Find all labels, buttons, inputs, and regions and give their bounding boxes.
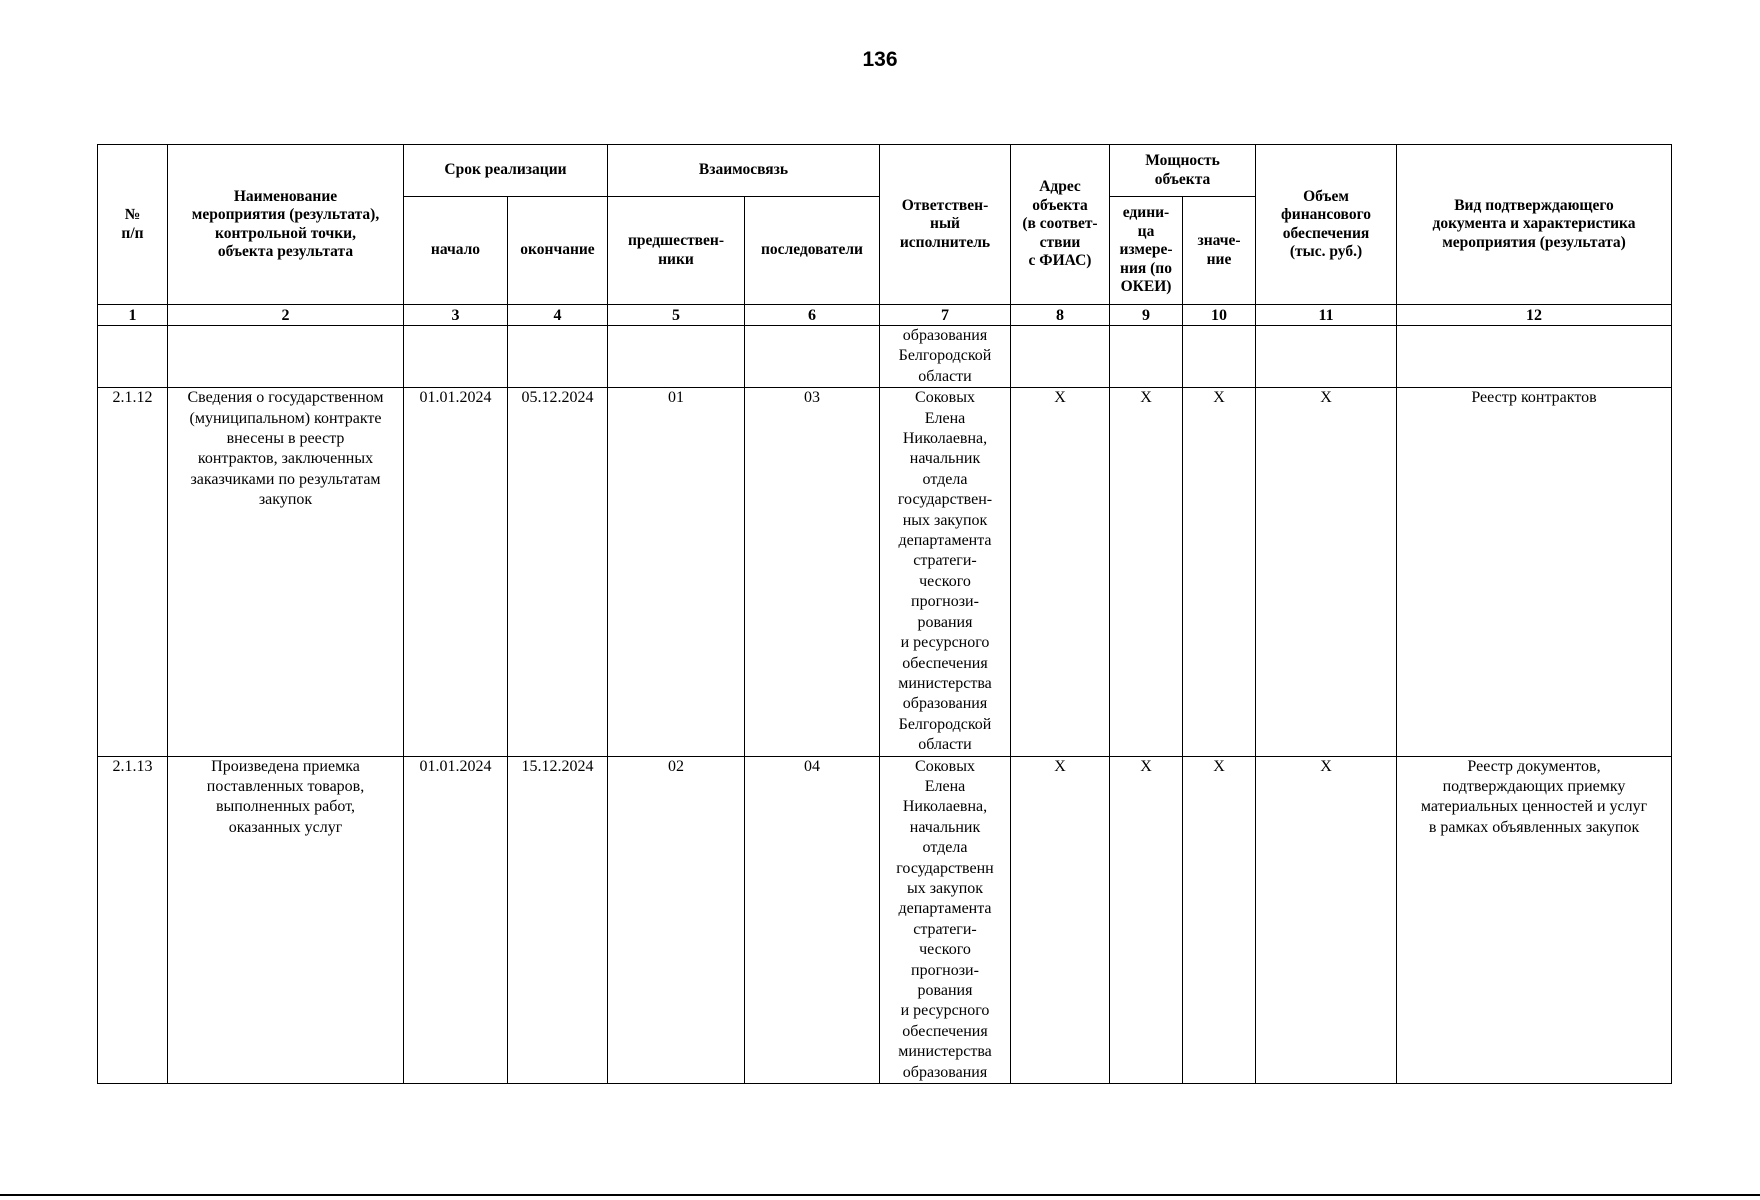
column-number: 7 <box>880 305 1011 326</box>
successors-cell: 03 <box>745 388 880 756</box>
finance-cell: X <box>1256 388 1397 756</box>
address-cell: X <box>1011 388 1110 756</box>
bottom-rule <box>0 1194 1760 1196</box>
header-doc: Вид подтверждающего документа и характеристика мероприятия (результата) <box>1397 145 1672 305</box>
unit-cell: X <box>1110 388 1183 756</box>
header-num: № п/п <box>98 145 168 305</box>
header-value: значе- ние <box>1183 197 1256 305</box>
header-end: окончание <box>508 197 608 305</box>
row-num-cell: 2.1.12 <box>98 388 168 756</box>
column-number: 12 <box>1397 305 1672 326</box>
header-group-moshch: Мощность объекта <box>1110 145 1256 197</box>
column-number: 4 <box>508 305 608 326</box>
header-address: Адрес объекта (в соответ- ствии с ФИАС) <box>1011 145 1110 305</box>
column-number: 9 <box>1110 305 1183 326</box>
table-row <box>98 388 1672 756</box>
header-name: Наименование мероприятия (результата), контрольной точки, объекта результата <box>168 145 404 305</box>
column-number: 8 <box>1011 305 1110 326</box>
value-cell: X <box>1183 756 1256 1084</box>
start-date-cell: 01.01.2024 <box>404 388 508 756</box>
value-cell: X <box>1183 388 1256 756</box>
header-group-srok: Срок реализации <box>404 145 608 197</box>
successors-cell: 04 <box>745 756 880 1084</box>
start-date-cell: 01.01.2024 <box>404 756 508 1084</box>
doc-cell: Реестр документов, подтверждающих приемку материальных ценностей и услуг в рамках объявленных закупок <box>1397 756 1672 1084</box>
column-numbers-row <box>98 305 1672 326</box>
column-number: 1 <box>98 305 168 326</box>
responsible-cell: Соковых Елена Николаевна, начальник отдела государственн ых закупок департамента стратеги- ческого прогнози- рования и ресурсного обеспечения министерства образования <box>880 756 1011 1084</box>
unit-cell: X <box>1110 756 1183 1084</box>
column-number: 3 <box>404 305 508 326</box>
header-finance: Объем финансового обеспечения (тыс. руб.) <box>1256 145 1397 305</box>
responsible-cell: Соковых Елена Николаевна, начальник отдела государствен- ных закупок департамента стратеги- ческого прогнози- рования и ресурсного обеспечения министерства образования Белгородской области <box>880 388 1011 756</box>
predecessors-cell: 02 <box>608 756 745 1084</box>
header-responsible: Ответствен- ный исполнитель <box>880 145 1011 305</box>
column-number: 2 <box>168 305 404 326</box>
header-next: последователи <box>745 197 880 305</box>
plan-table <box>97 144 1672 1084</box>
header-start: начало <box>404 197 508 305</box>
predecessors-cell: 01 <box>608 388 745 756</box>
doc-cell: Реестр контрактов <box>1397 388 1672 756</box>
responsible-cell: образования Белгородской области <box>880 326 1011 388</box>
row-num-cell: 2.1.13 <box>98 756 168 1084</box>
end-date-cell: 15.12.2024 <box>508 756 608 1084</box>
finance-cell: X <box>1256 756 1397 1084</box>
column-number: 11 <box>1256 305 1397 326</box>
table-row <box>98 756 1672 1084</box>
column-number: 10 <box>1183 305 1256 326</box>
header-pred: предшествен- ники <box>608 197 745 305</box>
table-row-continuation <box>98 326 1672 388</box>
header-unit: едини- ца измере- ния (по ОКЕИ) <box>1110 197 1183 305</box>
column-number: 5 <box>608 305 745 326</box>
end-date-cell: 05.12.2024 <box>508 388 608 756</box>
name-cell: Сведения о государственном (муниципальном) контракте внесены в реестр контрактов, заключенных заказчиками по результатам закупок <box>168 388 404 756</box>
column-number: 6 <box>745 305 880 326</box>
header-group-vzaim: Взаимосвязь <box>608 145 880 197</box>
address-cell: X <box>1011 756 1110 1084</box>
page-number: 136 <box>862 48 898 71</box>
name-cell: Произведена приемка поставленных товаров, выполненных работ, оказанных услуг <box>168 756 404 1084</box>
